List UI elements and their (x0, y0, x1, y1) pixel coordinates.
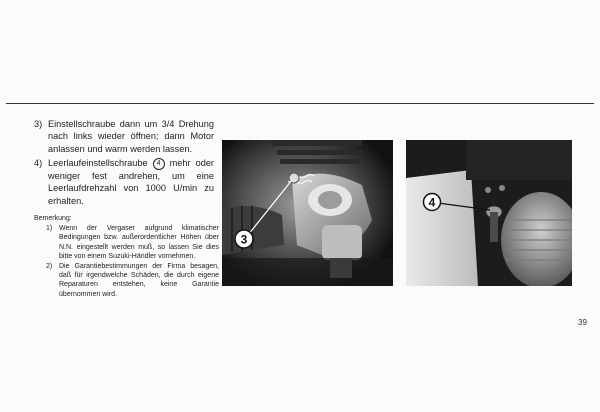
step-4 (34, 157, 214, 207)
circled-number-4: 4 (153, 158, 165, 170)
remark-number: 1) (46, 225, 53, 233)
callout-3: 3 (240, 232, 248, 247)
remark-text: Die Garantiebestimmungen der Firma besagen, daß für irgendwelche Schäden, die durch eigene Reparaturen entstehen, keine Garantie übernommen wird. (59, 263, 219, 298)
remarks-section (34, 214, 219, 300)
remarks-title: Bemerkung: (34, 215, 72, 222)
carburetor-photo (222, 140, 393, 286)
step-number: 4) (34, 158, 43, 169)
step-text-part: Leerlaufeinstellschraube (48, 158, 153, 169)
remark-text: Wenn der Vergaser aufgrund klimatischer Bedingungen bzw. außerordentlicher Höhen über N.N. eingestellt werden muß, so lassen Sie dies bitte von einem Suzuki-Händler vornehmen. (59, 225, 219, 260)
remark-item (34, 262, 219, 299)
idle-screw-photo (406, 140, 572, 286)
step-3 (34, 118, 214, 155)
remarks-list (34, 224, 219, 299)
step-text-part: mehr oder weniger fest andrehen, um eine Leerlaufdrehzahl von 1000 U/min zu erhalten. (48, 158, 214, 206)
step-text (48, 157, 214, 207)
step-text: Einstellschraube dann um 3/4 Drehung nach links wieder öffnen; dann Motor anlassen und warm werden lassen. (48, 119, 214, 154)
remark-item (34, 224, 219, 261)
instruction-steps (34, 118, 214, 209)
callout-4: 4 (428, 195, 436, 210)
step-number: 3) (34, 119, 43, 129)
remark-number: 2) (46, 263, 53, 271)
page-number: 39 (578, 318, 587, 327)
header-rule (6, 103, 594, 104)
